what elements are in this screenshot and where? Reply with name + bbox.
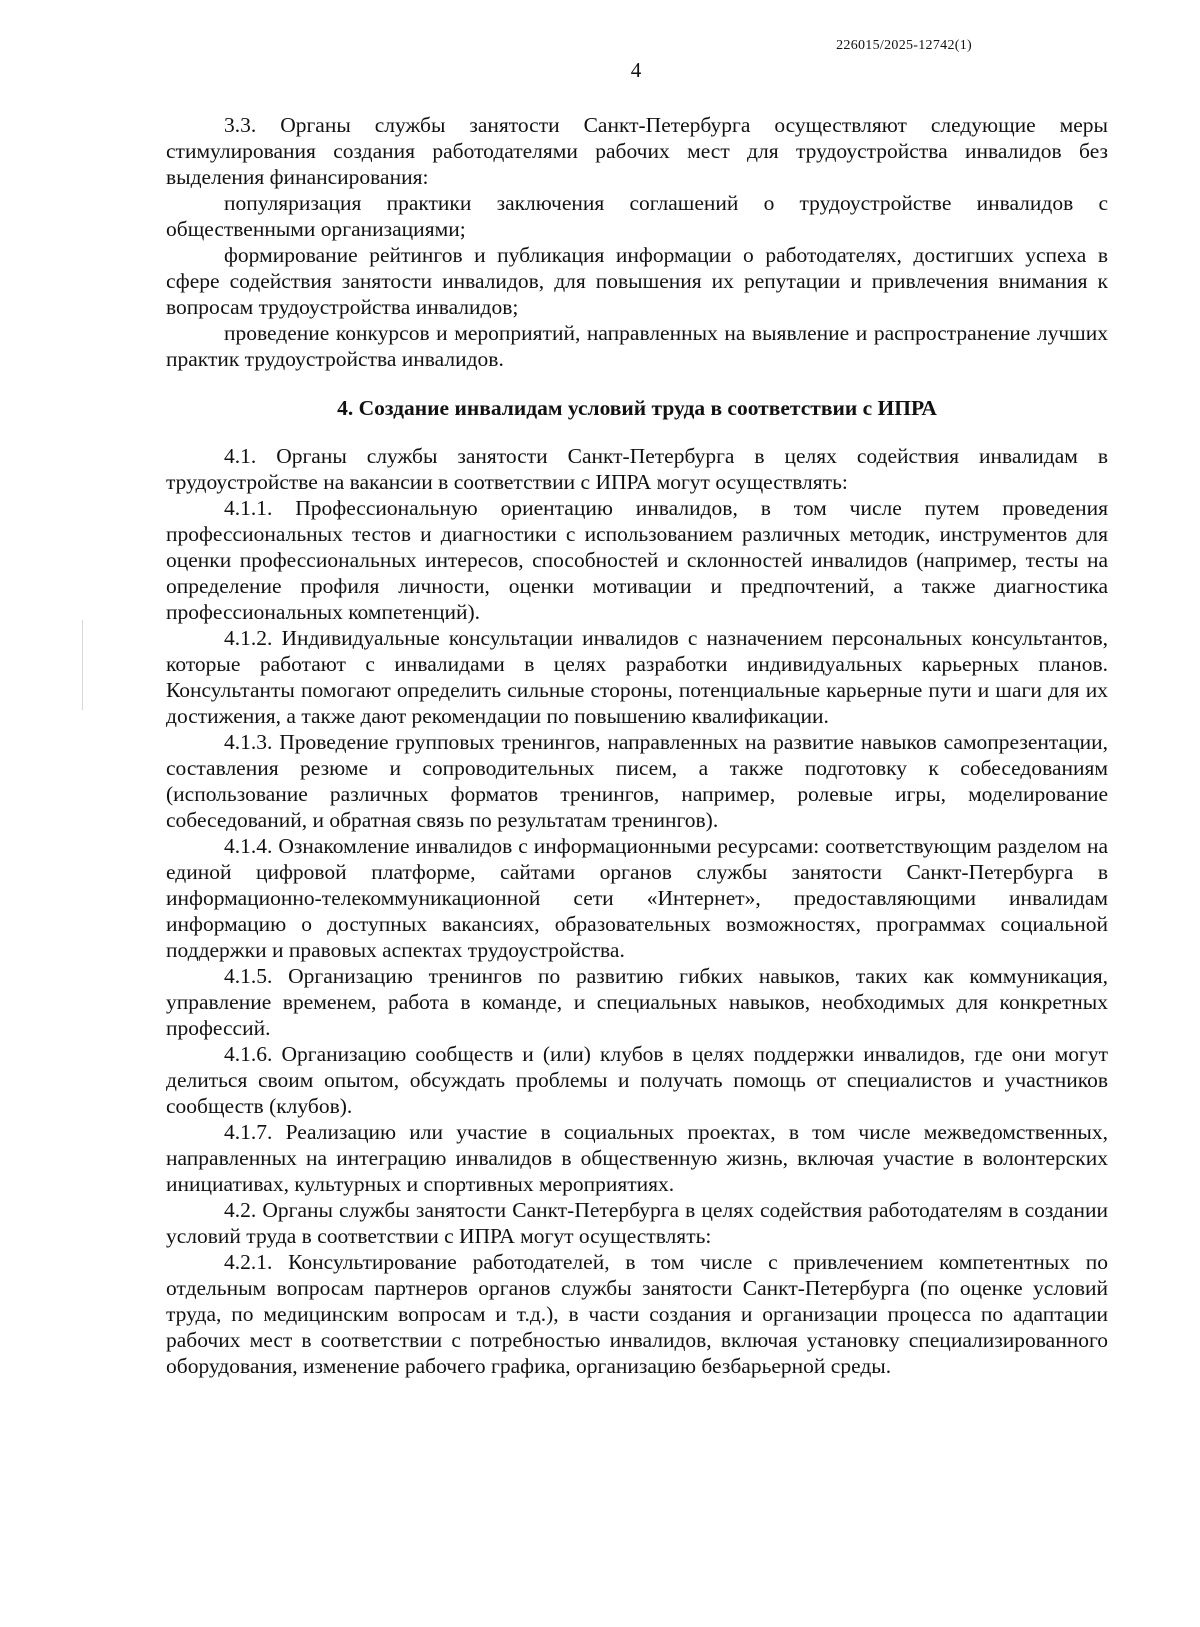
list-item-popularization: популяризация практики заключения соглашений о трудоустройстве инвалидов с общественными организациями; bbox=[166, 191, 1108, 241]
paragraph-4-2: 4.2. Органы службы занятости Санкт-Петербурга в целях содействия работодателям в создании условий труда в соответствии с ИПРА могут осуществлять: bbox=[166, 1198, 1108, 1248]
paragraph-4-1-5: 4.1.5. Организацию тренингов по развитию гибких навыков, таких как коммуникация, управление временем, работа в команде, и специальных навыков, необходимых для конкретных профессий. bbox=[166, 964, 1108, 1040]
list-item-contests: проведение конкурсов и мероприятий, направленных на выявление и распространение лучших практик трудоустройства инвалидов. bbox=[166, 321, 1108, 371]
section-4-heading: 4. Создание инвалидам условий труда в соответствии с ИПРА bbox=[337, 396, 937, 420]
paragraph-4-1-6: 4.1.6. Организацию сообществ и (или) клубов в целях поддержки инвалидов, где они могут делиться своим опытом, обсуждать проблемы и получать помощь от специалистов и участников сообществ (клубов). bbox=[166, 1042, 1108, 1118]
list-item-ratings: формирование рейтингов и публикация информации о работодателях, достигших успеха в сфере содействия занятости инвалидов, для повышения их репутации и привлечения внимания к вопросам трудоустройства инвалидов; bbox=[166, 243, 1108, 319]
paragraph-4-1-2: 4.1.2. Индивидуальные консультации инвалидов с назначением персональных консультантов, которые работают с инвалидами в целях разработки индивидуальных карьерных планов. Консультанты помогают определить сильные стороны, потенциальные карьерные пути и шаги для их достижения, а также дают рекомендации по повышению квалификации. bbox=[166, 626, 1108, 728]
document-body bbox=[166, 112, 1108, 1379]
paragraph-4-2-1: 4.2.1. Консультирование работодателей, в том числе с привлечением компетентных по отдельным вопросам партнеров органов службы занятости Санкт-Петербурга (по оценке условий труда, по медицинским вопросам и т.д.), в части создания и организации процесса по адаптации рабочих мест в соответствии с потребностью инвалидов, включая установку специализированного оборудования, изменение рабочего графика, организацию безбарьерной среды. bbox=[166, 1250, 1108, 1378]
paragraph-4-1-1: 4.1.1. Профессиональную ориентацию инвалидов, в том числе путем проведения профессиональных тестов и диагностики с использованием различных методик, инструментов для оценки профессиональных интересов, способностей и склонностей инвалидов (например, тесты на определение профиля личности, оценки мотивации и предпочтений, а также диагностика профессиональных компетенций). bbox=[166, 496, 1108, 624]
paragraph-4-1-7: 4.1.7. Реализацию или участие в социальных проектах, в том числе межведомственных, направленных на интеграцию инвалидов в общественную жизнь, включая участие в волонтерских инициативах, культурных и спортивных мероприятиях. bbox=[166, 1120, 1108, 1196]
page-number: 4 bbox=[630, 58, 642, 82]
paragraph-3-3: 3.3. Органы службы занятости Санкт-Петербурга осуществляют следующие меры стимулирования создания работодателями рабочих мест для трудоустройства инвалидов без выделения финансирования: bbox=[166, 113, 1108, 189]
paragraph-4-1-4: 4.1.4. Ознакомление инвалидов с информационными ресурсами: соответствующим разделом на единой цифровой платформе, сайтами органов службы занятости Санкт-Петербурга в информационно-телекоммуникационной сети «Интернет», предоставляющими инвалидам информацию о доступных вакансиях, образовательных возможностях, программах социальной поддержки и правовых аспектах трудоустройства. bbox=[166, 834, 1108, 962]
document-registration-number: 226015/2025-12742(1) bbox=[836, 38, 972, 53]
paragraph-4-1-3: 4.1.3. Проведение групповых тренингов, направленных на развитие навыков самопрезентации, составления резюме и сопроводительных писем, а также подготовку к собеседованиям (использование различных форматов тренингов, например, ролевые игры, моделирование собеседований, и обратная связь по результатам тренингов). bbox=[166, 730, 1108, 832]
scan-margin-line bbox=[82, 620, 83, 710]
paragraph-4-1: 4.1. Органы службы занятости Санкт-Петербурга в целях содействия инвалидам в трудоустройстве на вакансии в соответствии с ИПРА могут осуществлять: bbox=[166, 444, 1108, 494]
